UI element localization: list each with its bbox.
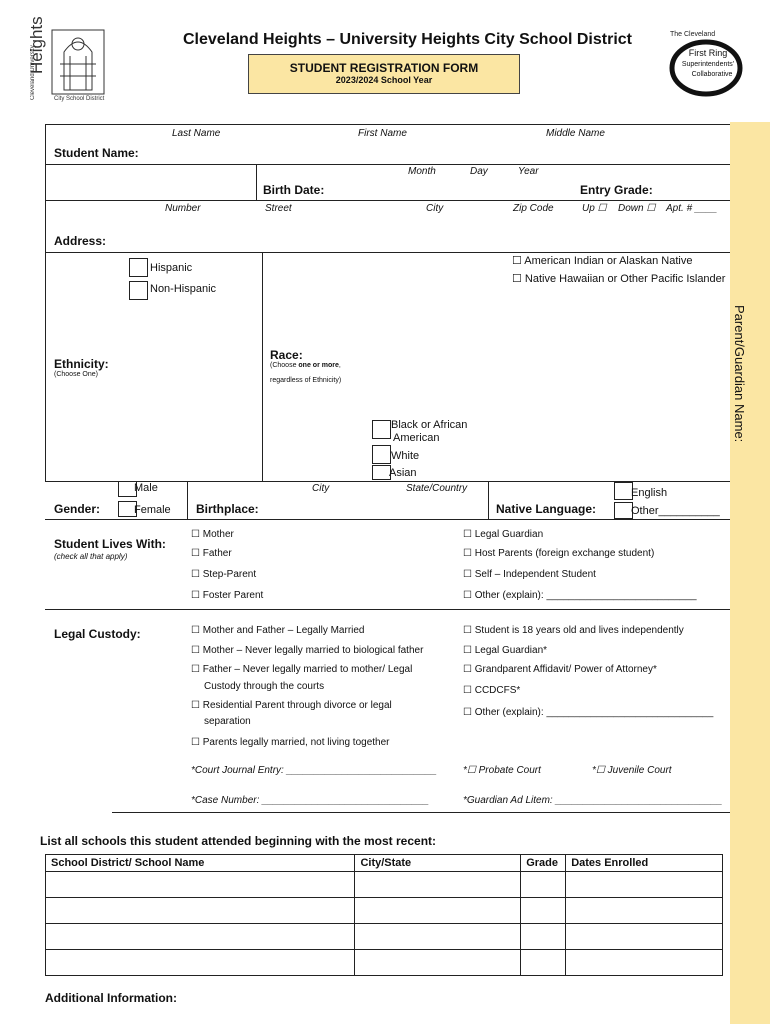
first-name-caption: First Name <box>358 128 407 139</box>
guardian-ad-litem-field[interactable]: *Guardian Ad Litem: ______________________________ <box>463 795 723 806</box>
school-name-cell[interactable] <box>46 898 355 924</box>
lives-with-mother[interactable]: ☐ Mother <box>191 529 234 540</box>
day-caption: Day <box>470 166 488 177</box>
lives-with-father[interactable]: ☐ Father <box>191 548 232 559</box>
hispanic-label: Hispanic <box>150 262 193 274</box>
legal-custody-label: Legal Custody: <box>54 627 141 641</box>
table-row <box>46 872 723 898</box>
race-white-checkbox[interactable] <box>372 445 391 464</box>
non-hispanic-label: Non-Hispanic <box>150 283 217 295</box>
school-name-cell[interactable] <box>46 950 355 976</box>
custody-not-living-together[interactable]: ☐ Parents legally married, not living together <box>191 737 390 748</box>
form-title-box <box>248 54 520 94</box>
race-black-label-1: Black or African <box>391 419 468 431</box>
grade-cell[interactable] <box>521 898 566 924</box>
lives-with-foster-parent[interactable]: ☐ Foster Parent <box>191 590 264 601</box>
other-language-field[interactable]: Other__________ <box>631 505 720 517</box>
schools-header-row <box>46 855 723 872</box>
custody-residential-parent-line2: separation <box>204 716 251 727</box>
custody-father-never-married[interactable]: ☐ Father – Never legally married to mother/ Legal <box>191 664 413 675</box>
birthplace-field[interactable] <box>265 496 483 516</box>
custody-mother-never-married[interactable]: ☐ Mother – Never legally married to biological father <box>191 645 424 656</box>
lives-with-note: (check all that apply) <box>54 552 128 561</box>
female-label: Female <box>134 504 171 516</box>
birthplace-state-caption: State/Country <box>406 483 468 494</box>
lives-with-self[interactable]: ☐ Self – Independent Student <box>463 569 596 580</box>
col-school-name: School District/ School Name <box>46 855 355 872</box>
birth-date-label: Birth Date: <box>263 183 325 197</box>
race-black-label-2: American <box>393 432 440 444</box>
race-black-checkbox[interactable] <box>372 420 391 439</box>
dates-enrolled-cell[interactable] <box>566 924 723 950</box>
additional-information-label: Additional Information: <box>45 991 177 1005</box>
race-note-2: regardless of Ethnicity) <box>270 377 342 384</box>
race-note-1: (Choose one or more, <box>270 362 341 369</box>
race-label: Race: <box>270 348 303 362</box>
col-grade: Grade <box>521 855 566 872</box>
address-field[interactable] <box>115 222 725 248</box>
zip-caption: Zip Code <box>513 203 554 214</box>
logo-bottom-text: City School District <box>54 96 105 102</box>
street-caption: Street <box>265 203 292 214</box>
lives-with-other[interactable]: ☐ Other (explain): ___________________________ <box>463 590 697 601</box>
entry-grade-label: Entry Grade: <box>580 183 653 197</box>
number-caption: Number <box>165 203 201 214</box>
student-name-field[interactable] <box>150 140 725 162</box>
custody-other[interactable]: ☐ Other (explain): ______________________________ <box>463 707 714 718</box>
custody-student-18[interactable]: ☐ Student is 18 years old and lives independently <box>463 625 684 636</box>
table-row <box>46 924 723 950</box>
city-state-cell[interactable] <box>355 950 521 976</box>
birthplace-city-caption: City <box>312 483 330 494</box>
logo-right-line3: Collaborative <box>691 71 733 78</box>
schools-table <box>45 854 723 976</box>
logo-right-line2: Superintendents' <box>681 61 735 68</box>
schools-heading: List all schools this student attended beginning with the most recent: <box>40 834 437 848</box>
month-caption: Month <box>408 166 436 177</box>
ethnicity-label: Ethnicity: <box>54 357 109 371</box>
city-state-cell[interactable] <box>355 898 521 924</box>
down-checkbox[interactable]: Down ☐ <box>618 203 656 214</box>
col-city-state: City/State <box>355 855 521 872</box>
probate-court-option[interactable]: *☐ Probate Court <box>463 765 541 776</box>
up-checkbox[interactable]: Up ☐ <box>582 203 607 214</box>
table-row <box>46 898 723 924</box>
grade-cell[interactable] <box>521 872 566 898</box>
parent-guardian-label: Parent/Guardian Name: <box>732 305 747 443</box>
city-caption: City <box>426 203 444 214</box>
school-name-cell[interactable] <box>46 872 355 898</box>
middle-name-caption: Middle Name <box>546 128 605 139</box>
court-journal-entry-field[interactable]: *Court Journal Entry: ___________________________ <box>191 765 437 776</box>
race-asian-label: Asian <box>389 467 417 479</box>
birth-date-field[interactable] <box>335 178 565 198</box>
male-label: Male <box>134 482 158 494</box>
district-title: Cleveland Heights – University Heights City School District <box>183 31 632 48</box>
lives-with-legal-guardian[interactable]: ☐ Legal Guardian <box>463 529 544 540</box>
gender-label: Gender: <box>54 502 101 516</box>
city-state-cell[interactable] <box>355 872 521 898</box>
entry-grade-field[interactable] <box>660 178 726 198</box>
city-state-cell[interactable] <box>355 924 521 950</box>
address-label: Address: <box>54 234 107 248</box>
table-row <box>46 950 723 976</box>
lives-with-label: Student Lives With: <box>54 537 166 551</box>
logo-right-top: The Cleveland <box>670 31 716 38</box>
apt-field[interactable]: Apt. # ____ <box>666 203 718 214</box>
grade-cell[interactable] <box>521 924 566 950</box>
grade-cell[interactable] <box>521 950 566 976</box>
custody-legal-guardian[interactable]: ☐ Legal Guardian* <box>463 645 548 656</box>
dates-enrolled-cell[interactable] <box>566 872 723 898</box>
custody-ccdcfs[interactable]: ☐ CCDCFS* <box>463 685 521 696</box>
year-caption: Year <box>518 166 539 177</box>
logo-cleveland-word: Cleveland University <box>30 45 36 100</box>
school-year: 2023/2024 School Year <box>335 75 433 85</box>
non-hispanic-checkbox[interactable] <box>129 281 148 300</box>
case-number-field[interactable]: *Case Number: ______________________________ <box>191 795 429 806</box>
custody-father-never-married-line2: Custody through the courts <box>204 681 325 692</box>
school-name-cell[interactable] <box>46 924 355 950</box>
last-name-caption: Last Name <box>172 128 221 139</box>
dates-enrolled-cell[interactable] <box>566 898 723 924</box>
parent-guardian-sidebar[interactable] <box>730 122 770 1024</box>
col-dates-enrolled: Dates Enrolled <box>566 855 723 872</box>
native-language-label: Native Language: <box>496 502 597 516</box>
lives-with-step-parent[interactable]: ☐ Step-Parent <box>191 569 257 580</box>
hispanic-checkbox[interactable] <box>129 258 148 277</box>
lives-with-host-parents[interactable]: ☐ Host Parents (foreign exchange student) <box>463 548 655 559</box>
juvenile-court-option[interactable]: *☐ Juvenile Court <box>592 765 672 776</box>
logo-right-line1: First Ring <box>688 48 728 58</box>
student-name-label: Student Name: <box>54 146 139 160</box>
additional-information-field[interactable] <box>190 1000 725 1020</box>
form-title: STUDENT REGISTRATION FORM <box>289 61 479 75</box>
english-label: English <box>631 487 668 499</box>
dates-enrolled-cell[interactable] <box>566 950 723 976</box>
race-native-hawaiian-option[interactable]: ☐ Native Hawaiian or Other Pacific Islander <box>512 273 726 285</box>
logo-heights-word: Heights <box>30 16 46 74</box>
district-logo <box>30 12 110 102</box>
birthplace-label: Birthplace: <box>196 502 259 516</box>
ethnicity-note: (Choose One) <box>54 371 98 378</box>
custody-residential-parent[interactable]: ☐ Residential Parent through divorce or legal <box>191 700 392 711</box>
race-white-label: White <box>391 450 420 462</box>
custody-married[interactable]: ☐ Mother and Father – Legally Married <box>191 625 365 636</box>
race-american-indian-option[interactable]: ☐ American Indian or Alaskan Native <box>512 255 693 267</box>
custody-grandparent-affidavit[interactable]: ☐ Grandparent Affidavit/ Power of Attorney* <box>463 664 657 675</box>
first-ring-logo <box>668 28 748 98</box>
